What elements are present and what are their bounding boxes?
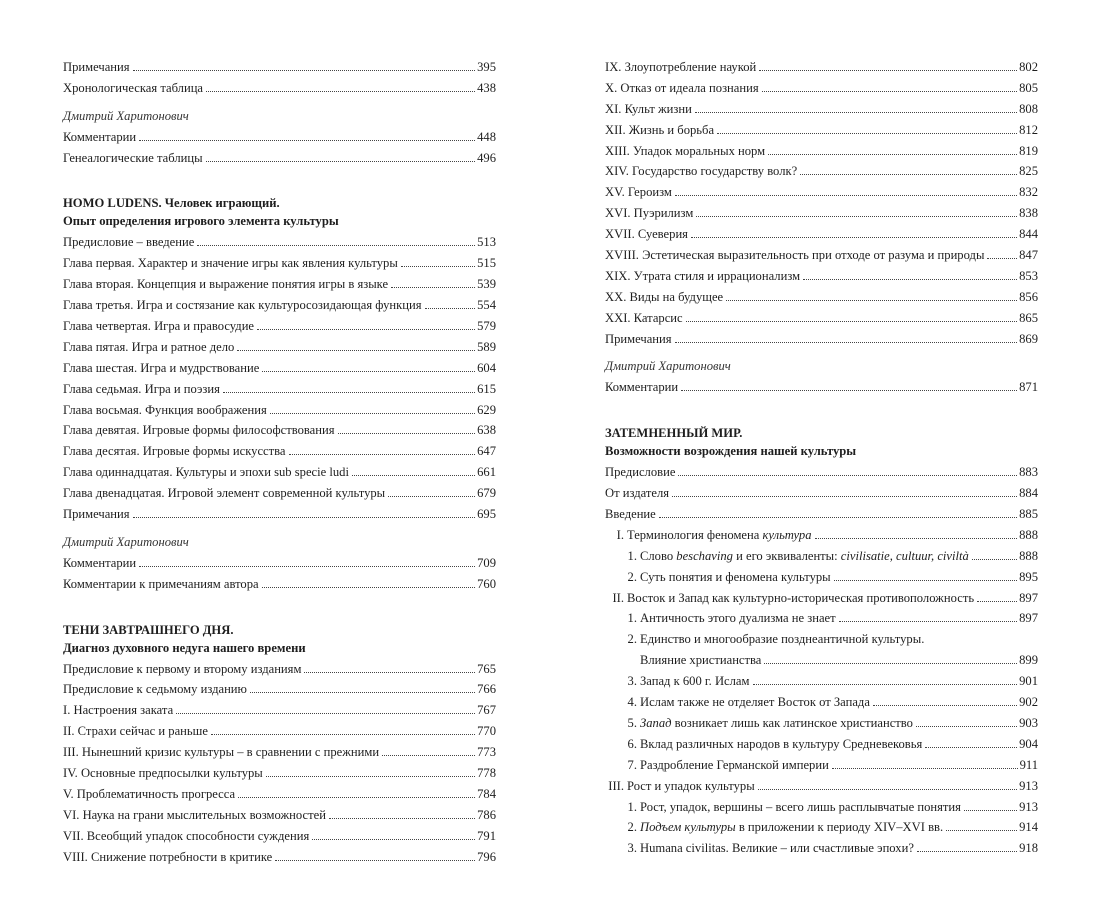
dot-leader [139,131,475,141]
toc-entry[interactable]: XX. Виды на будущее 856 [605,287,1038,308]
page-number: 615 [477,381,496,396]
toc-entry[interactable]: IX. Злоупотребление наукой 802 [605,57,1038,78]
toc-entry[interactable]: Глава третья. Игра и состязание как культуросозидающая функция 554 [63,295,496,316]
page-number: 853 [1019,268,1038,283]
page-number: 913 [1019,778,1038,793]
page-number: 647 [477,444,496,459]
dot-leader [262,578,475,588]
page-number: 802 [1019,60,1038,74]
page-number: 869 [1019,331,1038,346]
page-number: 638 [477,423,496,438]
toc-entry[interactable]: Примечания 395 [63,57,496,78]
dot-leader [211,725,475,735]
page-number: 709 [477,555,496,570]
dot-leader [206,82,475,92]
dot-leader [675,186,1017,196]
page-number: 884 [1019,486,1038,501]
dot-leader [987,249,1017,259]
toc-entry[interactable]: Предисловие 883 [605,462,1038,483]
page-number: 773 [477,745,496,760]
dot-leader [815,529,1018,539]
dot-leader [768,145,1017,155]
page-number: 895 [1019,569,1038,584]
page-number: 554 [477,298,496,313]
toc-subentry[interactable]: 2. Подъем культуры в приложении к периоду XIV–XVI вв. 914 [605,817,1038,838]
toc-subentry[interactable]: 1. Античность этого дуализма не знает 897 [605,608,1038,629]
toc-entry[interactable]: XIX. Утрата стиля и иррационализм 853 [605,266,1038,287]
toc-entry[interactable]: VI. Наука на грани мыслительных возможностей 786 [63,805,496,826]
dot-leader [237,341,475,351]
toc-entry[interactable]: VIII. Снижение потребности в критике 796 [63,847,496,868]
toc-entry[interactable]: Комментарии 448 [63,127,496,148]
toc-subentry[interactable]: 7. Раздробление Германской империи 911 [605,755,1038,776]
dot-leader [964,801,1017,811]
dot-leader [139,557,475,567]
author-name: Дмитрий Харитонович [63,534,189,549]
page-number: 770 [477,724,496,739]
dot-leader [672,487,1017,497]
toc-entry[interactable]: Примечания 869 [605,329,1038,350]
toc-entry[interactable]: XVIII. Эстетическая выразительность при отходе от разума и природы 847 [605,245,1038,266]
toc-entry[interactable]: Генеалогические таблицы 496 [63,148,496,169]
dot-leader [800,165,1017,175]
toc-entry[interactable]: XXI. Катарсис 865 [605,308,1038,329]
section-heading-homo-ludens: HOMO LUDENS. Человек играющий. Опыт определения игрового элемента культуры [63,196,339,229]
dot-leader [659,508,1017,518]
dot-leader [691,228,1017,238]
page-number: 865 [1019,310,1038,325]
page-number: 786 [477,807,496,822]
toc-entry[interactable]: III. Нынешний кризис культуры – в сравнении с прежними 773 [63,742,496,763]
toc-entry[interactable]: Примечания 695 [63,504,496,525]
page-number: 918 [1019,841,1038,856]
dot-leader [133,61,476,71]
page-number: 784 [477,786,496,801]
page-number: 914 [1019,820,1038,835]
toc-entry[interactable]: XII. Жизнь и борьба 812 [605,120,1038,141]
toc-entry[interactable]: Предисловие – введение 513 [63,232,496,253]
toc-entry[interactable]: Глава седьмая. Игра и поэзия 615 [63,379,496,400]
toc-subentry[interactable]: 2. Суть понятия и феномена культуры 895 [605,567,1038,588]
dot-leader [352,466,475,476]
toc-entry[interactable]: Комментарии 871 [605,377,1038,398]
page-number: 760 [477,576,496,591]
dot-leader [382,746,475,756]
toc-subentry[interactable]: 1. Рост, упадок, вершины – всего лишь расплывчатые понятия 913 [605,797,1038,818]
page-number: 579 [477,319,496,334]
dot-leader [266,767,475,777]
toc-entry[interactable]: Глава одиннадцатая. Культуры и эпохи sub specie ludi 661 [63,462,496,483]
dot-leader [759,61,1017,71]
page-number: 629 [477,402,496,417]
toc-subentry[interactable]: 2. Единство и многообразие позднеантичной культуры. Влияние христианства 899 [605,629,1038,671]
toc-entry[interactable]: XV. Героизм 832 [605,182,1038,203]
dot-leader [675,333,1018,343]
page-number: 767 [477,703,496,718]
toc-entry[interactable]: Предисловие к первому и второму изданиям 765 [63,659,496,680]
page-number: 796 [477,849,496,864]
dot-leader [972,550,1017,560]
toc-entry[interactable]: X. Отказ от идеала познания 805 [605,78,1038,99]
page-number: 438 [477,80,496,95]
dot-leader [946,821,1017,831]
toc-entry[interactable]: XIII. Упадок моральных норм 819 [605,141,1038,162]
toc-entry[interactable]: XIV. Государство государству волк? 825 [605,161,1038,182]
toc-entry[interactable]: Комментарии к примечаниям автора 760 [63,574,496,595]
dot-leader [391,278,475,288]
toc-entry[interactable]: Введение 885 [605,504,1038,525]
page-number: 903 [1019,715,1038,730]
dot-leader [717,124,1017,134]
dot-leader [257,320,475,330]
dot-leader [401,257,475,267]
toc-entry[interactable]: IV. Основные предпосылки культуры 778 [63,763,496,784]
dot-leader [197,236,475,246]
dot-leader [696,207,1017,217]
toc-entry[interactable]: Глава четвертая. Игра и правосудие 579 [63,316,496,337]
dot-leader [262,362,475,372]
page-number: 871 [1019,380,1038,395]
toc-subentry[interactable]: 1. Слово beschaving и его эквиваленты: civilisatie, cultuur, civiltà 888 [605,546,1038,567]
page-number: 589 [477,339,496,354]
dot-leader [832,759,1018,769]
dot-leader [916,717,1017,727]
page-number: 899 [1019,653,1038,668]
page-number: 766 [477,682,496,697]
dot-leader [223,383,475,393]
page-number: 897 [1019,590,1038,605]
page-number: 513 [477,235,496,250]
page-number: 604 [477,360,496,375]
page-number: 897 [1019,611,1038,626]
page-number: 888 [1019,548,1038,563]
dot-leader [250,683,475,693]
toc-entry[interactable]: Глава десятая. Игровые формы искусства 647 [63,441,496,462]
page-number: 819 [1019,143,1038,158]
dot-leader [329,809,475,819]
dot-leader [753,675,1018,685]
page-number: 913 [1019,799,1038,814]
page-number: 832 [1019,185,1038,200]
author-name: Дмитрий Харитонович [63,108,189,123]
page-number: 883 [1019,465,1038,480]
toc-part-entry[interactable]: II. Восток и Запад как культурно-историческая противоположность 897 [605,588,1038,609]
page-number: 791 [477,828,496,843]
dot-leader [925,738,1017,748]
dot-leader [425,299,476,309]
section-heading-shadows: ТЕНИ ЗАВТРАШНЕГО ДНЯ. Диагноз духовного недуга нашего времени [63,622,306,655]
dot-leader [312,830,475,840]
toc-entry[interactable]: Глава пятая. Игра и ратное дело 589 [63,337,496,358]
dot-leader [764,654,1017,664]
page-number: 885 [1019,507,1038,522]
page-number: 847 [1019,248,1038,263]
page-number: 539 [477,277,496,292]
dot-leader [270,404,475,414]
toc-entry[interactable]: Глава вторая. Концепция и выражение понятия игры в языке 539 [63,274,496,295]
page-number: 805 [1019,80,1038,95]
dot-leader [917,842,1017,852]
page-number: 838 [1019,206,1038,221]
toc-subentry[interactable]: 4. Ислам также не отделяет Восток от Запада 902 [605,692,1038,713]
toc-entry[interactable]: Глава восьмая. Функция воображения 629 [63,400,496,421]
page-number: 778 [477,766,496,781]
dot-leader [758,780,1017,790]
toc-entry[interactable]: Глава двенадцатая. Игровой элемент современной культуры 679 [63,483,496,504]
toc-entry[interactable]: XI. Культ жизни 808 [605,99,1038,120]
page-number: 515 [477,256,496,271]
toc-entry[interactable]: Предисловие к седьмому изданию 766 [63,679,496,700]
toc-entry[interactable]: XVI. Пуэрилизм 838 [605,203,1038,224]
toc-entry[interactable]: От издателя 884 [605,483,1038,504]
toc-entry[interactable]: Глава девятая. Игровые формы философствования 638 [63,420,496,441]
dot-leader [686,312,1017,322]
page-number: 448 [477,129,496,144]
toc-entry[interactable]: V. Проблематичность прогресса 784 [63,784,496,805]
toc-entry[interactable]: I. Настроения заката 767 [63,700,496,721]
dot-leader [873,696,1017,706]
page-number: 765 [477,661,496,676]
page-number: 679 [477,486,496,501]
dot-leader [133,508,476,518]
page-number: 902 [1019,695,1038,710]
toc-entry[interactable]: VII. Всеобщий упадок способности суждения 791 [63,826,496,847]
toc-part-entry[interactable]: I. Терминология феномена культура 888 [605,525,1038,546]
dot-leader [275,851,475,861]
dot-leader [678,466,1017,476]
dot-leader [289,445,476,455]
page-number: 395 [477,60,496,74]
toc-entry[interactable]: Глава шестая. Игра и мудрствование 604 [63,358,496,379]
dot-leader [388,487,475,497]
toc-part-entry[interactable]: III. Рост и упадок культуры 913 [605,776,1038,797]
dot-leader [834,571,1017,581]
dot-leader [681,381,1017,391]
dot-leader [762,82,1017,92]
dot-leader [695,103,1017,113]
toc-subentry[interactable]: 6. Вклад различных народов в культуру Средневековья 904 [605,734,1038,755]
dot-leader [726,291,1017,301]
page-number: 844 [1019,227,1038,242]
page-number: 825 [1019,164,1038,179]
left-page [63,57,496,868]
page-number: 904 [1019,736,1038,751]
toc-subentry[interactable]: 5. Запад возникает лишь как латинское христианство 903 [605,713,1038,734]
toc-entry[interactable]: Комментарии 709 [63,553,496,574]
toc-entry[interactable]: Хронологическая таблица 438 [63,78,496,99]
dot-leader [977,592,1017,602]
dot-leader [839,612,1017,622]
section-heading-darkened-world: ЗАТЕМНЕННЫЙ МИР. Возможности возрождения нашей культуры [605,426,857,459]
right-page [605,57,1038,859]
dot-leader [304,663,475,673]
dot-leader [338,424,476,434]
dot-leader [803,270,1017,280]
page-number: 888 [1019,527,1038,542]
dot-leader [206,152,476,162]
toc-entry[interactable]: XVII. Суеверия 844 [605,224,1038,245]
page-number: 808 [1019,101,1038,116]
author-name: Дмитрий Харитонович [605,359,731,374]
toc-subentry[interactable]: 3. Запад к 600 г. Ислам 901 [605,671,1038,692]
toc-entry[interactable]: II. Страхи сейчас и раньше 770 [63,721,496,742]
toc-subentry[interactable]: 3. Humana civilitas. Великие – или счастливые эпохи? 918 [605,838,1038,859]
dot-leader [238,788,475,798]
dot-leader [176,704,475,714]
page-number: 812 [1019,122,1038,137]
page-number: 901 [1019,674,1038,689]
page-number: 661 [477,465,496,480]
page-number: 695 [477,507,496,522]
page-number: 856 [1019,289,1038,304]
page-number: 496 [477,150,496,165]
page-number: 911 [1019,757,1038,772]
toc-entry[interactable]: Глава первая. Характер и значение игры как явления культуры 515 [63,253,496,274]
